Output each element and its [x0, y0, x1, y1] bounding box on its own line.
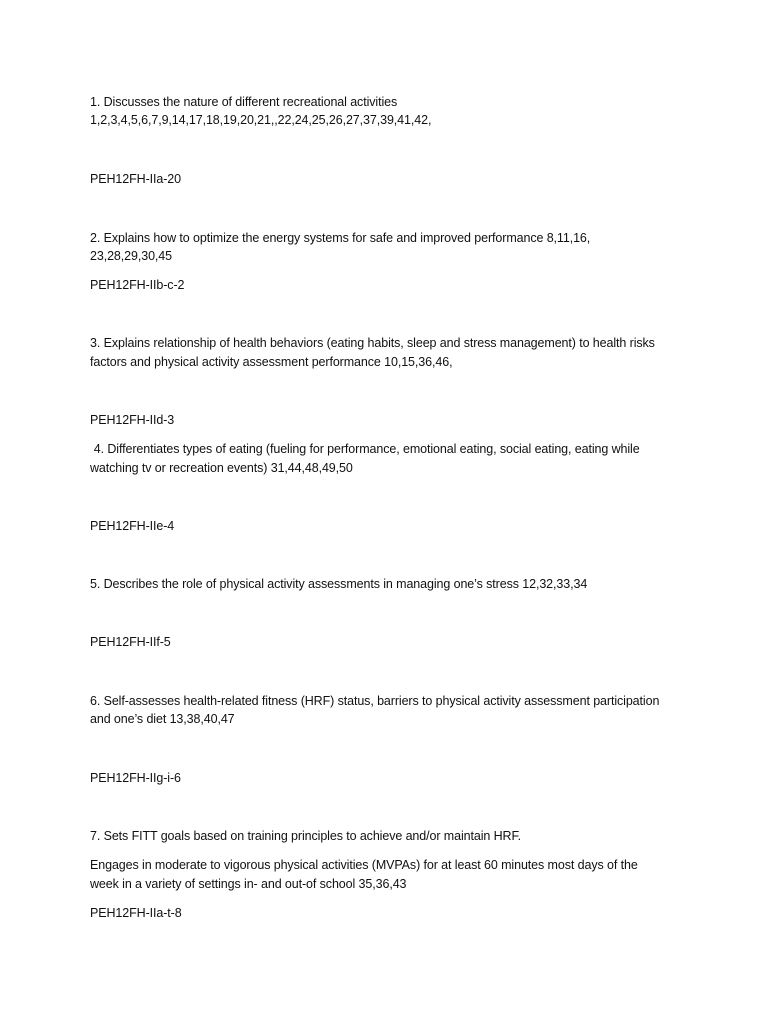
item-6-code: PEH12FH-IIg-i-6 — [90, 771, 181, 785]
item-5-code: PEH12FH-IIf-5 — [90, 635, 171, 649]
item-6-text: 6. Self-assesses health-related fitness (HRF) status, barriers to physical activity assessment participation — [90, 694, 660, 708]
item-1-text: 1. Discusses the nature of different recreational activities — [90, 95, 398, 109]
item-3-code: PEH12FH-IId-3 — [90, 413, 175, 427]
item-2-text: 2. Explains how to optimize the energy systems for safe and improved performance 8,11,16, — [90, 231, 591, 245]
item-4-code: PEH12FH-IIe-4 — [90, 519, 175, 533]
item-7-code: PEH12FH-IIa-t-8 — [90, 906, 182, 920]
item-7-text-cont: Engages in moderate to vigorous physical activities (MVPAs) for at least 60 minutes most days of the — [90, 858, 638, 872]
item-2-code: PEH12FH-IIb-c-2 — [90, 278, 185, 292]
item-3-text: 3. Explains relationship of health behaviors (eating habits, sleep and stress management) to health risks — [90, 336, 655, 350]
item-2-numbers: 23,28,29,30,45 — [90, 249, 173, 263]
item-7-text: 7. Sets FITT goals based on training principles to achieve and/or maintain HRF. — [90, 829, 521, 843]
item-7-text-cont-2: week in a variety of settings in- and out-of school 35,36,43 — [90, 877, 407, 891]
item-1-numbers: 1,2,3,4,5,6,7,9,14,17,18,19,20,21,,22,24,25,26,27,37,39,41,42, — [90, 113, 432, 127]
item-5-text: 5. Describes the role of physical activity assessments in managing one’s stress 12,32,33,34 — [90, 577, 588, 591]
item-1-code: PEH12FH-IIa-20 — [90, 172, 181, 186]
item-4-text-cont: watching tv or recreation events) 31,44,48,49,50 — [90, 461, 353, 475]
item-4-text: 4. Differentiates types of eating (fueling for performance, emotional eating, social eating, eating while — [87, 442, 640, 456]
item-3-text-cont: factors and physical activity assessment performance 10,15,36,46, — [90, 355, 453, 369]
item-6-text-cont: and one’s diet 13,38,40,47 — [90, 712, 235, 726]
